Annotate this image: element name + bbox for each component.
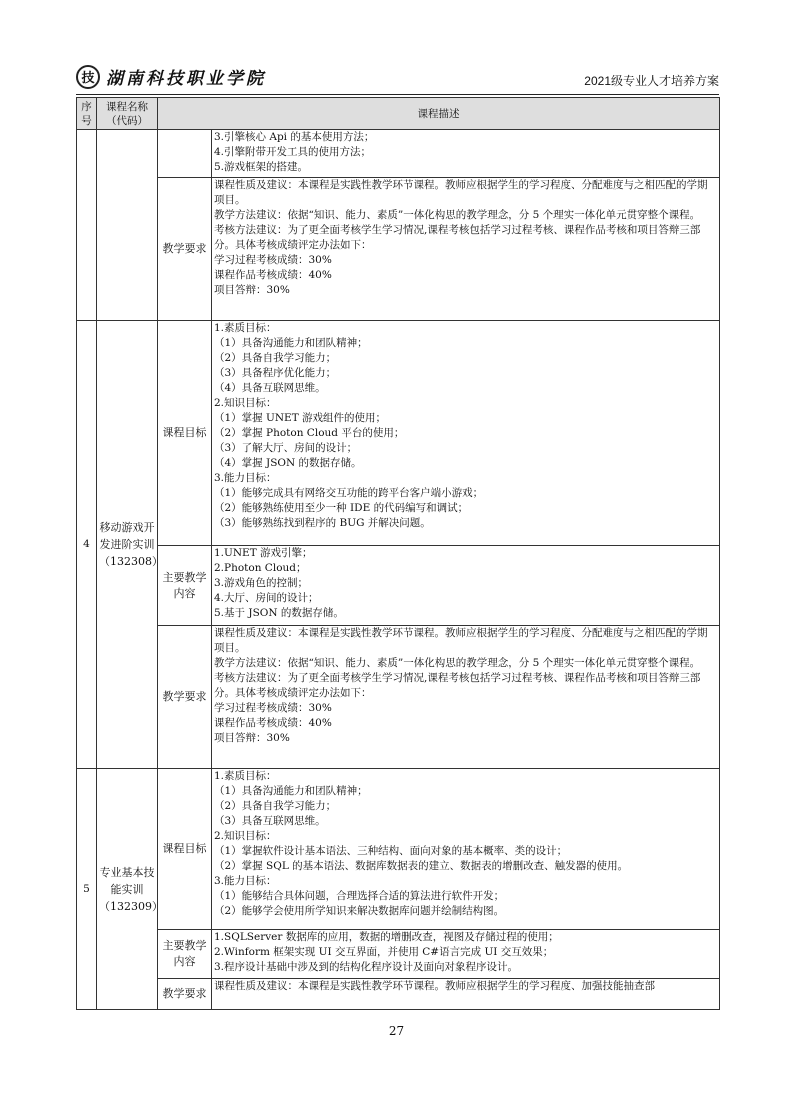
text-line: （2）掌握 Photon Cloud 平台的使用； (214, 427, 405, 439)
c5-obj-label: 课程目标 (158, 769, 212, 930)
text-line: 学习过程考核成绩：30% (214, 254, 332, 266)
text-line: 5.基于 JSON 的数据存储。 (214, 607, 344, 619)
c4-content-label: 主要教学内容 (158, 546, 212, 626)
text-line: 2.Photon Cloud； (214, 562, 307, 574)
text-line: 课程作品考核成绩：40% (214, 269, 332, 281)
text-line: 3.程序设计基础中涉及到的结构化程序设计及面向对象程序设计。 (214, 961, 519, 973)
c5-name: 专业基本技能实训（132309） (97, 769, 158, 1010)
text-line: 2.知识目标： (214, 397, 277, 409)
cont-req-cell (212, 178, 720, 321)
c5-content-cell (212, 930, 720, 979)
header-name: 课程名称（代码） (97, 98, 158, 130)
text-line: （2）能够学会使用所学知识来解决数据库问题并绘制结构图。 (214, 905, 505, 917)
text-line: （3）能够熟练找到程序的 BUG 并解决问题。 (214, 517, 431, 529)
text-line: （2）具备自我学习能力； (214, 352, 337, 364)
text-line: （1）掌握 UNET 游戏组件的使用； (214, 412, 387, 424)
cont-name-cell (97, 130, 158, 321)
text-line: （1）能够完成具有网络交互功能的跨平台客户端小游戏； (214, 487, 484, 499)
table-header-row (77, 98, 720, 130)
c5-req-label: 教学要求 (158, 979, 212, 1010)
text-line: （4）掌握 JSON 的数据存储。 (214, 457, 362, 469)
text-line: （3）具备互联网思维。 (214, 815, 326, 827)
text-line: 3.能力目标： (214, 875, 277, 887)
text-line: 4.大厅、房间的设计； (214, 592, 319, 604)
table-row (77, 178, 720, 321)
c5-obj-cell (212, 769, 720, 930)
page-number: 27 (388, 1024, 405, 1038)
text-line: 学习过程考核成绩：30% (214, 702, 332, 714)
text-line: 1.SQLServer 数据库的应用，数据的增删改查，视图及存储过程的使用； (214, 931, 559, 943)
course-table (76, 97, 720, 1010)
text-line: （1）能够结合具体问题，合理选择合适的算法进行软件开发； (214, 890, 505, 902)
cont-category-cell (158, 130, 212, 178)
text-line: 3.引擎核心 Api 的基本使用方法； (214, 131, 375, 143)
table-row (77, 769, 720, 930)
school-seal-icon: 技 (76, 65, 100, 89)
c4-obj-cell (212, 321, 720, 546)
text-line: 2.Winform 框架实现 UI 交互界面，并使用 C#语言完成 UI 交互效果； (214, 946, 554, 958)
c5-req-cell (212, 979, 720, 1010)
table-row (77, 130, 720, 178)
text-line: （1）具备沟通能力和团队精神； (214, 785, 368, 797)
text-line: 4.引擎附带开发工具的使用方法； (214, 146, 372, 158)
text-line: 课程性质及建议：本课程是实践性教学环节课程。教师应根据学生的学习程度、分配难度与之相匹配的学期项目。 (214, 627, 708, 654)
c4-req-label: 教学要求 (158, 626, 212, 769)
c4-req-cell (212, 626, 720, 769)
text-line: （4）具备互联网思维。 (214, 382, 326, 394)
table-row (77, 321, 720, 546)
text-line: 项目答辩：30% (214, 732, 290, 744)
school-name: 湖南科技职业学院 (106, 69, 266, 89)
text-line: （3）了解大厅、房间的设计； (214, 442, 358, 454)
text-line: 5.游戏框架的搭建。 (214, 161, 309, 173)
text-line: 项目答辩：30% (214, 284, 290, 296)
text-line: 2.知识目标： (214, 830, 277, 842)
c4-name: 移动游戏开发进阶实训（132308） (97, 321, 158, 769)
c4-content-cell (212, 546, 720, 626)
header-divider (76, 94, 719, 95)
text-line: （3）具备程序优化能力； (214, 367, 337, 379)
text-line: （2）具备自我学习能力； (214, 800, 337, 812)
header-num: 序号 (77, 98, 97, 130)
text-line: 教学方法建议：依据“知识、能力、素质”一体化构思的教学理念，分 5 个理实一体化单元贯穿整个课程。 (214, 657, 701, 669)
text-line: （2）掌握 SQL 的基本语法、数据库数据表的建立、数据表的增删改查、触发器的使用。 (214, 860, 629, 872)
text-line: 课程性质及建议：本课程是实践性教学环节课程。教师应根据学生的学习程度、分配难度与之相匹配的学期项目。 (214, 179, 708, 206)
text-line: （2）能够熟练使用至少一种 IDE 的代码编写和调试； (214, 502, 469, 514)
cont-objective-cell (212, 130, 720, 178)
plan-title: 2021级专业人才培养方案 (584, 74, 719, 88)
text-line: 教学方法建议：依据“知识、能力、素质”一体化构思的教学理念，分 5 个理实一体化单元贯穿整个课程。 (214, 209, 701, 221)
c5-num: 5 (77, 769, 97, 1010)
c4-num: 4 (77, 321, 97, 769)
table-row (77, 930, 720, 979)
c4-obj-label: 课程目标 (158, 321, 212, 546)
text-line: 3.能力目标： (214, 472, 277, 484)
text-line: 1.UNET 游戏引擎； (214, 547, 313, 559)
text-line: （1）掌握软件设计基本语法、三种结构、面向对象的基本概率、类的设计； (214, 845, 568, 857)
cont-req-label: 教学要求 (158, 178, 212, 321)
table-row (77, 546, 720, 626)
c5-content-label: 主要教学内容 (158, 930, 212, 979)
text-line: 1.素质目标： (214, 770, 277, 782)
table-row (77, 979, 720, 1010)
text-line: （1）具备沟通能力和团队精神； (214, 337, 368, 349)
text-line: 3.游戏角色的控制； (214, 577, 309, 589)
text-line: 课程性质及建议：本课程是实践性教学环节课程。教师应根据学生的学习程度、加强技能抽查部 (214, 980, 655, 992)
table-row (77, 626, 720, 769)
text-line: 1.素质目标： (214, 322, 277, 334)
header-desc: 课程描述 (158, 98, 720, 130)
text-line: 考核方法建议：为了更全面考核学生学习情况,课程考核包括学习过程考核、课程作品考核和项目答辩三部分。具体考核成绩评定办法如下： (214, 224, 701, 251)
text-line: 考核方法建议：为了更全面考核学生学习情况,课程考核包括学习过程考核、课程作品考核和项目答辩三部分。具体考核成绩评定办法如下： (214, 672, 701, 699)
page-header (76, 64, 719, 92)
cont-num-cell (77, 130, 97, 321)
school-logo (76, 64, 266, 89)
text-line: 课程作品考核成绩：40% (214, 717, 332, 729)
